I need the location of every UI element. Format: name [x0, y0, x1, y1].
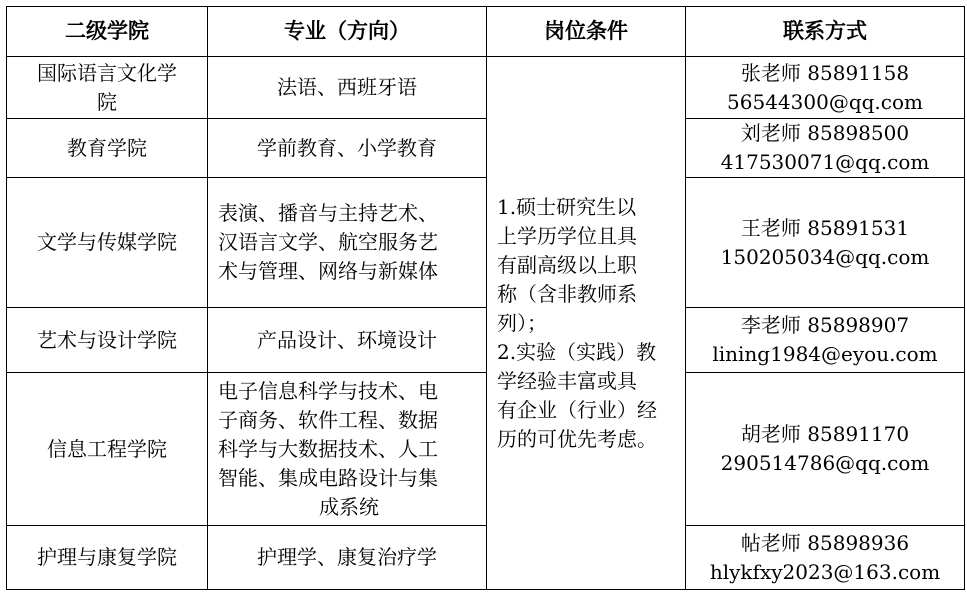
- major-line: 表演、播音与主持艺术、: [218, 201, 438, 225]
- major-line: 护理学、康复治疗学: [257, 545, 437, 569]
- major-cell: [208, 178, 487, 308]
- contact-name-phone: 王老师 85891531: [740, 215, 910, 240]
- header-row: [7, 7, 965, 57]
- college-name-line: 院: [97, 89, 117, 114]
- contact-name-phone: 李老师 85898907: [740, 313, 910, 337]
- condition-line: 上学历学位且具: [497, 223, 637, 248]
- contact-email: 150205034@qq.com: [720, 244, 930, 269]
- major-cell: [208, 308, 487, 373]
- contact-name-phone: 帖老师 85898936: [740, 530, 910, 555]
- condition-line: 1.硕士研究生以: [497, 194, 637, 219]
- college-name-line: 教育学院: [67, 135, 147, 160]
- college-cell: [7, 57, 208, 119]
- college-cell: [7, 373, 208, 526]
- condition-line: 学经验丰富或具: [497, 368, 637, 393]
- major-line: 术与管理、网络与新媒体: [218, 259, 438, 283]
- header-college: 二级学院: [7, 7, 208, 57]
- major-line: 子商务、软件工程、数据: [218, 407, 438, 432]
- table-row: [7, 308, 965, 373]
- contact-cell: [686, 57, 965, 119]
- recruitment-table: [6, 6, 965, 590]
- college-name-line: 文学与传媒学院: [37, 230, 177, 254]
- college-name-line: 信息工程学院: [47, 436, 167, 461]
- condition-line: 称（含非教师系: [497, 281, 637, 306]
- contact-email: lining1984@eyou.com: [712, 342, 938, 366]
- contact-email: 56544300@qq.com: [727, 89, 923, 114]
- contact-email: 417530071@qq.com: [720, 150, 930, 174]
- contact-cell: [686, 308, 965, 373]
- condition-line: 列）；: [497, 310, 547, 335]
- college-cell: [7, 308, 208, 373]
- table-row: [7, 119, 965, 178]
- condition-line: 有企业（行业）经: [497, 397, 657, 422]
- major-line: 科学与大数据技术、人工: [218, 436, 438, 461]
- major-line: 产品设计、环境设计: [257, 327, 437, 352]
- college-cell: [7, 119, 208, 178]
- major-cell: [208, 57, 487, 119]
- major-line: 汉语言文学、航空服务艺: [218, 230, 438, 254]
- contact-cell: [686, 373, 965, 526]
- contact-cell: [686, 178, 965, 308]
- contact-name-phone: 张老师 85891158: [740, 60, 910, 85]
- college-cell: [7, 178, 208, 308]
- condition-line: 有副高级以上职: [497, 252, 637, 277]
- contact-name-phone: 刘老师 85898500: [740, 121, 910, 145]
- contact-email: 290514786@qq.com: [720, 451, 930, 475]
- college-name-line: 艺术与设计学院: [37, 327, 177, 352]
- major-line: 成系统: [319, 494, 379, 519]
- college-cell: [7, 526, 208, 590]
- header-conditions: 岗位条件: [487, 7, 686, 57]
- contact-name-phone: 胡老师 85891170: [740, 422, 910, 446]
- condition-line: 历的可优先考虑。: [497, 426, 657, 451]
- conditions-cell: [487, 57, 686, 590]
- major-cell: [208, 119, 487, 178]
- header-contact: 联系方式: [686, 7, 965, 57]
- major-cell: [208, 526, 487, 590]
- header-major: 专业（方向）: [208, 7, 487, 57]
- college-name-line: 护理与康复学院: [37, 545, 177, 569]
- college-name-line: 国际语言文化学: [37, 60, 177, 85]
- table-row: [7, 57, 965, 119]
- table-row: [7, 178, 965, 308]
- condition-line: 2.实验（实践）教: [497, 339, 657, 364]
- contact-cell: [686, 526, 965, 590]
- contact-cell: [686, 119, 965, 178]
- major-line: 学前教育、小学教育: [257, 135, 437, 160]
- contact-email: hlykfxy2023@163.com: [709, 559, 941, 584]
- major-line: 电子信息科学与技术、电: [218, 378, 438, 403]
- major-line: 智能、集成电路设计与集: [218, 465, 438, 490]
- table-row: [7, 373, 965, 526]
- table-row: [7, 526, 965, 590]
- major-cell: [208, 373, 487, 526]
- major-line: 法语、西班牙语: [277, 75, 417, 99]
